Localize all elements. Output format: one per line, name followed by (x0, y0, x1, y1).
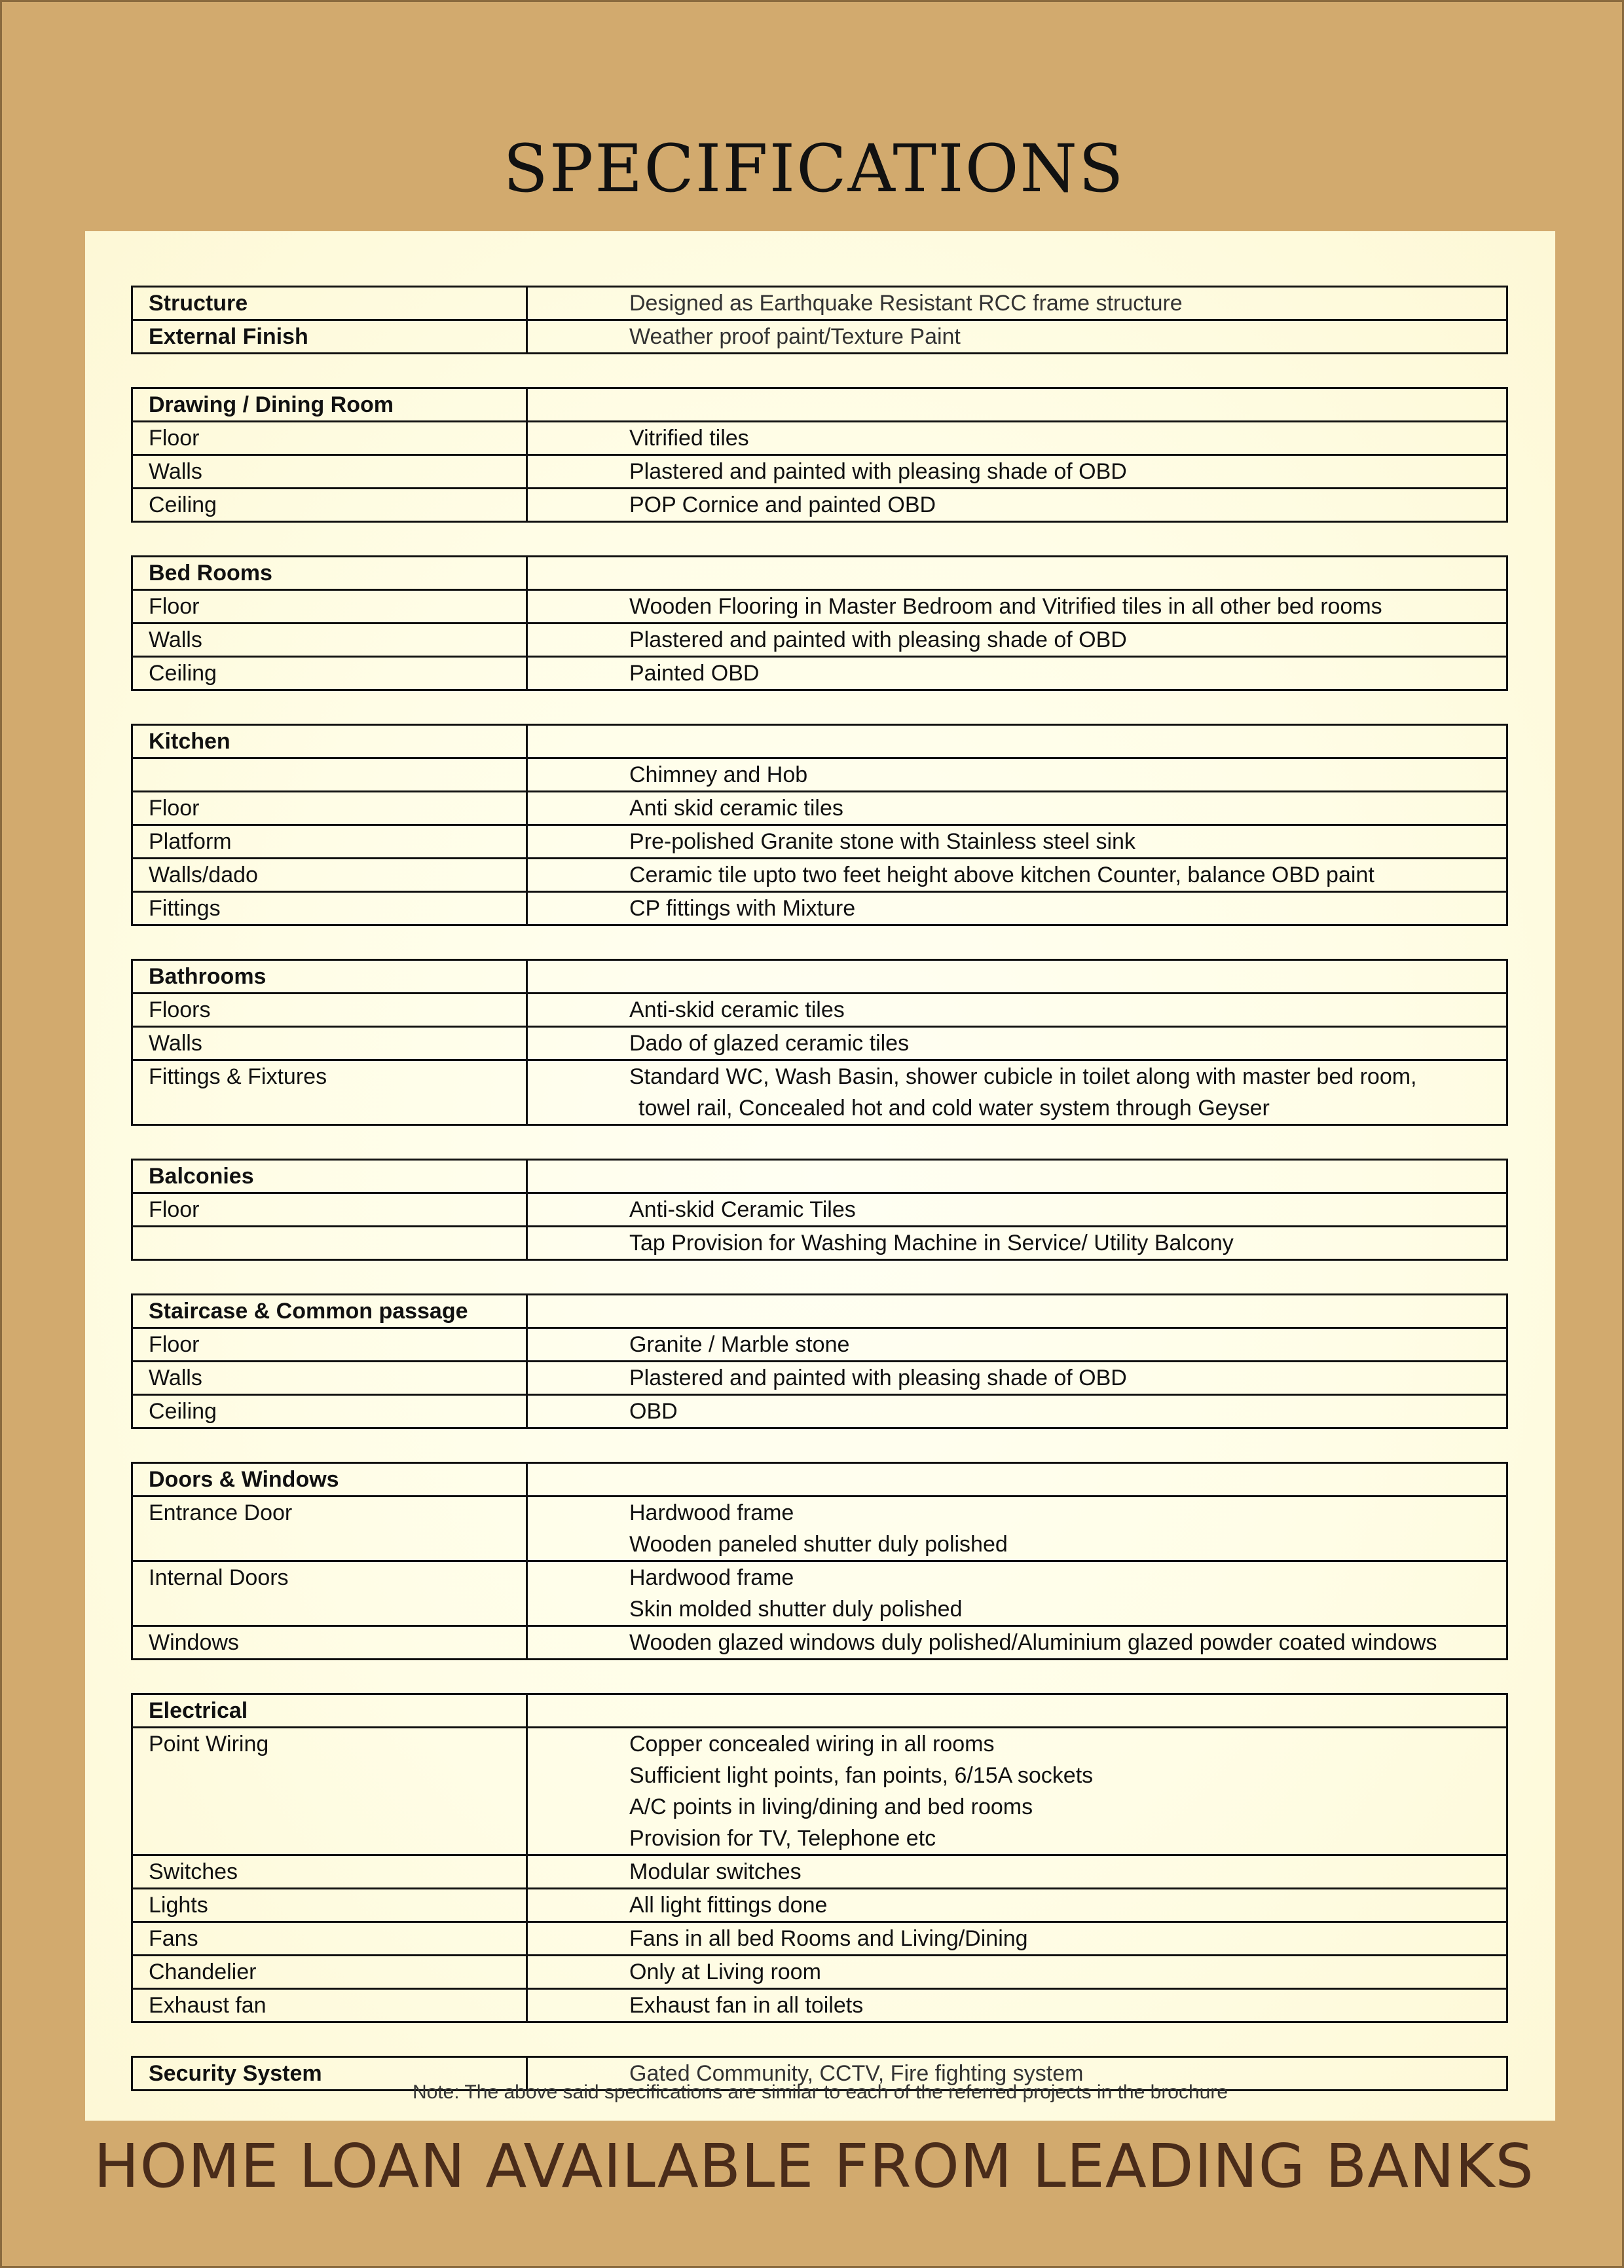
spec-value-line: Sufficient light points, fan points, 6/15A sockets (629, 1763, 1094, 1788)
spec-value (527, 455, 1507, 489)
spec-row (132, 892, 1507, 925)
spec-value (527, 1989, 1507, 2022)
spec-label: Floor (132, 792, 527, 825)
spec-row (132, 1463, 1507, 1497)
spec-value (527, 1728, 1507, 1855)
spec-row (132, 960, 1507, 994)
spec-value (527, 1626, 1507, 1660)
spec-row (132, 1855, 1507, 1889)
spec-label: Security System (132, 2057, 527, 2091)
spec-label: Ceiling (132, 489, 527, 522)
spec-row (132, 1956, 1507, 1989)
spec-row (132, 1160, 1507, 1193)
spec-label: Fittings (132, 892, 527, 925)
spec-row (132, 1728, 1507, 1855)
spec-row (132, 1227, 1507, 1260)
spec-value (527, 792, 1507, 825)
spec-value (527, 320, 1507, 354)
spec-label (132, 1227, 527, 1260)
spec-row (132, 825, 1507, 859)
spec-value (527, 287, 1507, 320)
spec-label: Platform (132, 825, 527, 859)
spec-row (132, 1497, 1507, 1561)
spec-row (132, 1295, 1507, 1328)
spec-value-line: Wooden paneled shutter duly polished (629, 1532, 1008, 1557)
page-title: SPECIFICATIONS (503, 130, 1125, 207)
spec-value-line: Hardwood frame (629, 1500, 794, 1525)
spec-value-line: Exhaust fan in all toilets (629, 1993, 864, 2018)
spec-value-line: Wooden Flooring in Master Bedroom and Vitrified tiles in all other bed rooms (629, 594, 1382, 619)
spec-value (527, 1561, 1507, 1626)
spec-value-line: Tap Provision for Washing Machine in Service/ Utility Balcony (629, 1231, 1234, 1255)
spec-row (132, 455, 1507, 489)
spec-value-line: Standard WC, Wash Basin, shower cubicle in toilet along with master bed room, (629, 1064, 1417, 1089)
spec-label: Kitchen (132, 725, 527, 758)
spec-row (132, 287, 1507, 320)
spec-row (132, 1362, 1507, 1395)
spec-value-line: Pre-polished Granite stone with Stainless steel sink (629, 829, 1135, 854)
spec-value (527, 422, 1507, 455)
spec-row (132, 1989, 1507, 2022)
bathrooms-group (131, 959, 1508, 1126)
spec-value-line: Only at Living room (629, 1960, 821, 1984)
spec-row (132, 994, 1507, 1027)
spec-value-line: Designed as Earthquake Resistant RCC frame structure (629, 291, 1183, 316)
spec-label: Ceiling (132, 657, 527, 690)
spec-value (527, 1889, 1507, 1922)
electrical-group (131, 1693, 1508, 2023)
spec-row (132, 1889, 1507, 1922)
spec-value-line: Anti-skid Ceramic Tiles (629, 1197, 856, 1222)
spec-label: Point Wiring (132, 1728, 527, 1855)
spec-value-line: Chimney and Hob (629, 762, 808, 787)
spec-value (527, 725, 1507, 758)
spec-row (132, 758, 1507, 792)
spec-value (527, 1922, 1507, 1956)
specifications-list (131, 286, 1508, 2124)
spec-value-line: Wooden glazed windows duly polished/Aluminium glazed powder coated windows (629, 1630, 1437, 1655)
spec-value (527, 960, 1507, 994)
spec-row (132, 422, 1507, 455)
spec-value-line: CP fittings with Mixture (629, 896, 856, 921)
spec-label: Switches (132, 1855, 527, 1889)
spec-value (527, 1497, 1507, 1561)
specifications-panel (85, 231, 1555, 2121)
spec-value (527, 1694, 1507, 1728)
spec-value-line: Copper concealed wiring in all rooms (629, 1732, 995, 1757)
doors-windows-group (131, 1462, 1508, 1660)
spec-row (132, 489, 1507, 522)
spec-value (527, 590, 1507, 623)
spec-label: Walls (132, 1362, 527, 1395)
spec-label: Bed Rooms (132, 557, 527, 590)
spec-value (527, 1956, 1507, 1989)
spec-row (132, 1561, 1507, 1626)
spec-value-line: Plastered and painted with pleasing shade of OBD (629, 1366, 1127, 1390)
spec-row (132, 1922, 1507, 1956)
spec-value (527, 1227, 1507, 1260)
spec-row (132, 1694, 1507, 1728)
spec-value-line: Modular switches (629, 1859, 802, 1884)
spec-value-line: Gated Community, CCTV, Fire fighting system (629, 2061, 1084, 2086)
spec-value (527, 1362, 1507, 1395)
spec-row (132, 623, 1507, 657)
spec-label: Exhaust fan (132, 1989, 527, 2022)
spec-value-line: Skin molded shutter duly polished (629, 1597, 963, 1622)
spec-value (527, 758, 1507, 792)
spec-value (527, 892, 1507, 925)
spec-label: Internal Doors (132, 1561, 527, 1626)
spec-value-line: Granite / Marble stone (629, 1332, 850, 1357)
spec-label: Entrance Door (132, 1497, 527, 1561)
kitchen-group (131, 724, 1508, 926)
spec-value-line: All light fittings done (629, 1893, 828, 1918)
spec-value-line: towel rail, Concealed hot and cold water system through Geyser (638, 1096, 1270, 1121)
spec-value (527, 388, 1507, 422)
spec-label: Walls (132, 623, 527, 657)
home-loan-banner: HOME LOAN AVAILABLE FROM LEADING BANKS (94, 2131, 1534, 2201)
bed-rooms-group (131, 555, 1508, 691)
spec-value-line: Fans in all bed Rooms and Living/Dining (629, 1926, 1028, 1951)
spec-row (132, 1027, 1507, 1060)
spec-value (527, 1193, 1507, 1227)
spec-value (527, 1855, 1507, 1889)
spec-label: Floors (132, 994, 527, 1027)
spec-row (132, 1328, 1507, 1362)
spec-value (527, 1060, 1507, 1125)
spec-value-line: Painted OBD (629, 661, 760, 686)
spec-label: Lights (132, 1889, 527, 1922)
spec-row (132, 859, 1507, 892)
spec-value (527, 1027, 1507, 1060)
structure-group (131, 286, 1508, 354)
spec-value-line: Vitrified tiles (629, 426, 749, 451)
spec-label: External Finish (132, 320, 527, 354)
spec-label: Bathrooms (132, 960, 527, 994)
spec-value (527, 557, 1507, 590)
spec-value (527, 1295, 1507, 1328)
spec-label: Electrical (132, 1694, 527, 1728)
spec-label: Structure (132, 287, 527, 320)
spec-value-line: OBD (629, 1399, 678, 1424)
spec-value (527, 1395, 1507, 1428)
spec-label: Walls/dado (132, 859, 527, 892)
spec-value-line: Anti-skid ceramic tiles (629, 997, 845, 1022)
spec-value (527, 859, 1507, 892)
spec-value (527, 1160, 1507, 1193)
spec-row (132, 320, 1507, 354)
spec-value-line: Ceramic tile upto two feet height above kitchen Counter, balance OBD paint (629, 863, 1375, 887)
balconies-group (131, 1159, 1508, 1261)
spec-label: Floor (132, 1328, 527, 1362)
spec-label: Staircase & Common passage (132, 1295, 527, 1328)
spec-row (132, 388, 1507, 422)
spec-label: Chandelier (132, 1956, 527, 1989)
spec-row (132, 557, 1507, 590)
spec-value-line: POP Cornice and painted OBD (629, 493, 936, 517)
staircase-group (131, 1293, 1508, 1429)
spec-value-line: Dado of glazed ceramic tiles (629, 1031, 910, 1056)
spec-label: Fittings & Fixtures (132, 1060, 527, 1125)
spec-label: Drawing / Dining Room (132, 388, 527, 422)
spec-label (132, 758, 527, 792)
spec-label: Ceiling (132, 1395, 527, 1428)
spec-label: Floor (132, 422, 527, 455)
spec-value-line: Plastered and painted with pleasing shade of OBD (629, 459, 1127, 484)
spec-label: Walls (132, 1027, 527, 1060)
spec-row (132, 725, 1507, 758)
spec-row (132, 1395, 1507, 1428)
spec-label: Doors & Windows (132, 1463, 527, 1497)
spec-label: Balconies (132, 1160, 527, 1193)
spec-label: Windows (132, 1626, 527, 1660)
spec-value (527, 489, 1507, 522)
spec-value-line: Anti skid ceramic tiles (629, 796, 843, 821)
spec-value (527, 623, 1507, 657)
spec-value-line: Provision for TV, Telephone etc (629, 1826, 936, 1851)
spec-row (132, 1626, 1507, 1660)
spec-row (132, 657, 1507, 690)
spec-label: Walls (132, 455, 527, 489)
spec-label: Floor (132, 590, 527, 623)
spec-value (527, 1328, 1507, 1362)
spec-value-line: A/C points in living/dining and bed rooms (629, 1794, 1033, 1819)
spec-value-line: Hardwood frame (629, 1565, 794, 1590)
spec-row (132, 1060, 1507, 1125)
spec-label: Fans (132, 1922, 527, 1956)
spec-row (132, 1193, 1507, 1227)
spec-value-line: Plastered and painted with pleasing shade of OBD (629, 627, 1127, 652)
spec-value (527, 1463, 1507, 1497)
spec-value (527, 657, 1507, 690)
spec-value (527, 825, 1507, 859)
drawing-dining-group (131, 387, 1508, 523)
specifications-note: Note: The above said specifications are similar to each of the referred projects in the brochure (412, 2081, 1228, 2103)
spec-row (132, 792, 1507, 825)
spec-label: Floor (132, 1193, 527, 1227)
spec-value (527, 994, 1507, 1027)
spec-value-line: Weather proof paint/Texture Paint (629, 324, 961, 349)
spec-row (132, 590, 1507, 623)
